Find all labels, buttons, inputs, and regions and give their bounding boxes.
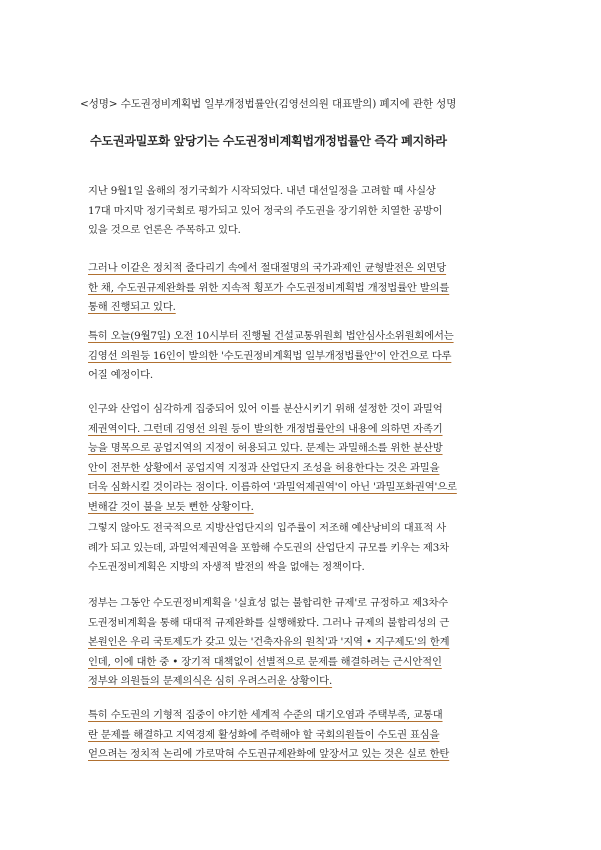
statement-subtitle: <성명> 수도권정비계획법 일부개정법률안(김영선의원 대표발의) 폐지에 관한 성명 bbox=[80, 98, 457, 110]
text-line: 17대 마지막 정기국회로 평가되고 있어 정국의 주도권을 장기위한 치열한 공방이 bbox=[88, 204, 443, 217]
text-line: 통해 진행되고 있다. bbox=[88, 301, 176, 313]
text-line: 그러나 이같은 정치적 줄다리기 속에서 절대절명의 국가과제인 균형발전은 외면당 bbox=[88, 262, 447, 274]
statement-title: 수도권과밀포화 앞당기는 수도권정비계획법개정법률안 즉각 폐지하라 bbox=[90, 134, 447, 148]
text-line: 김영선 의원등 16인이 발의한 '수도권정비계획법 일부개정법률안'이 안건으로 다루 bbox=[88, 349, 452, 362]
text-line: 특히 수도권의 기형적 집중이 야기한 세계적 수준의 대기오염과 주택부족, 교통대 bbox=[88, 709, 443, 721]
text-line: 인데, 이에 대한 중 • 장기적 대책없이 선별적으로 문제를 해결하려는 근시안적인 bbox=[88, 655, 442, 668]
text-line: 란 문제를 해결하고 지역경제 활성화에 주력해야 할 국회의원들이 수도권 표심을 bbox=[88, 728, 440, 741]
text-line: 안이 전무한 상황에서 공업지역 지정과 산업단지 조성을 허용한다는 것은 과밀을 bbox=[88, 461, 440, 474]
text-line: 례가 되고 있는데, 과밀억제권역을 포함해 수도권의 산업단지 규모를 키우는 제3차 bbox=[88, 541, 449, 554]
text-line: 특히 오늘(9월7일) 오전 10시부터 진행될 건설교통위원회 법안심사소위원회에서는 bbox=[88, 330, 454, 342]
text-line: 본원인은 우리 국토제도가 갖고 있는 '건축자유의 원칙'과 '지역 • 지구제도'의 한계 bbox=[88, 636, 450, 648]
text-line: 변해갈 것이 불을 보듯 뻔한 상황이다. bbox=[88, 500, 254, 513]
text-line: 있을 것으로 언론은 주목하고 있다. bbox=[88, 224, 241, 236]
paragraph-2 bbox=[88, 259, 516, 318]
text-line: 한 채, 수도권규제완화를 위한 지속적 횡포가 수도권정비계획법 개정법률안 발의를 bbox=[88, 281, 450, 294]
text-line: 능을 명목으로 공업지역의 지정이 허용되고 있다. 문제는 과밀해소를 위한 분산방 bbox=[88, 442, 443, 454]
text-line: 지난 9월1일 올해의 정기국회가 시작되었다. 내년 대선일정을 고려할 때 사실상 bbox=[88, 185, 436, 197]
text-line: 수도권정비계획은 지방의 자생적 발전의 싹을 없애는 정책이다. bbox=[88, 561, 365, 573]
text-line: 어질 예정이다. bbox=[88, 369, 154, 381]
paragraph-1 bbox=[88, 182, 516, 241]
text-line: 얻으려는 정치적 논리에 가로막혀 수도권규제완화에 앞장서고 있는 것은 실로 한탄 bbox=[88, 748, 450, 760]
text-line: 제권역이다. 그런데 김영선 의원 등이 발의한 개정법률안의 내용에 의하면 자족기 bbox=[88, 422, 443, 435]
text-line: 정부는 그동안 수도권정비계획을 '실효성 없는 불합리한 규제'로 규정하고 제3차수 bbox=[88, 597, 449, 609]
text-line: 더욱 심화시킬 것이라는 점이다. 이름하여 '과밀억제권역'이 아닌 '과밀포화권역'으로 bbox=[88, 481, 457, 493]
text-line: 인구와 산업이 심각하게 집중되어 있어 이를 분산시키기 위해 설정한 것이 과밀억 bbox=[88, 403, 443, 415]
paragraph-5 bbox=[88, 519, 516, 578]
paragraph-3 bbox=[88, 327, 516, 386]
paragraph-6 bbox=[88, 594, 516, 692]
paragraph-7 bbox=[88, 706, 516, 765]
text-line: 정부와 의원들의 문제의식은 심히 우려스러운 상황이다. bbox=[88, 675, 333, 687]
paragraph-4 bbox=[88, 400, 516, 517]
text-line: 그렇지 않아도 전국적으로 지방산업단지의 입주률이 저조해 예산낭비의 대표적 사 bbox=[88, 522, 447, 534]
text-line: 도권정비계획을 통해 대대적 규제완화를 실행해왔다. 그러나 규제의 불합리성의 근 bbox=[88, 616, 450, 629]
